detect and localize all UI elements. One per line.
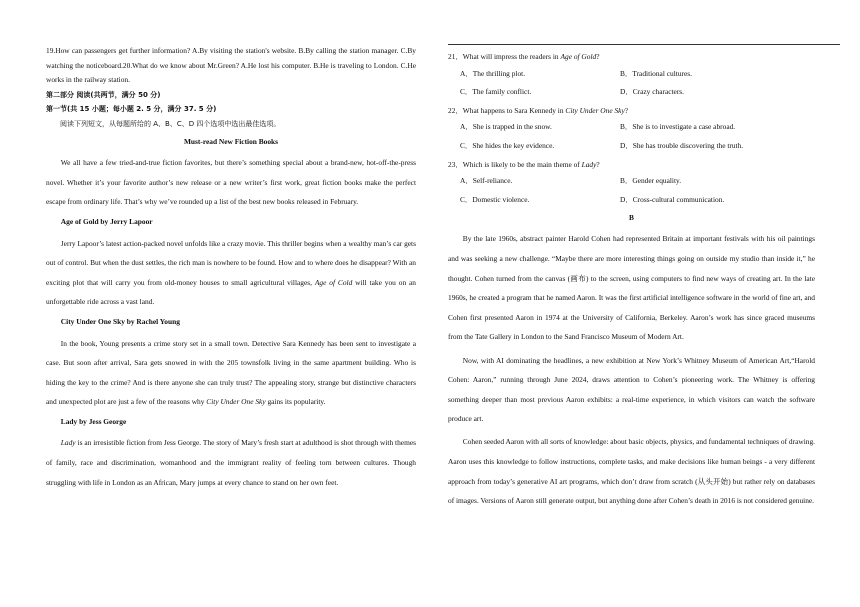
option-23-d: D．Cross-cultural communication. [620,194,725,204]
option-23-c: C．Domestic violence. [460,194,530,204]
book3-title: Lady by Jess George [60,417,127,427]
question-21-options-row2 [448,85,815,100]
book1-paragraph: Jerry Lapoor’s latest action-packed novel unfolds like a crazy movie. This thriller begins when a wealthy man’s car gets out of control. But when the dust settles, the rich man is nowhere to be found. How and to where does he disappear? With an exciting plot that will carry you from old-money houses to small agricultural villages, Age of Cold will take you on an unforgettable ride across a vast land. [46,238,417,307]
book3-paragraph: Lady is an irresistible fiction from Jess George. The story of Mary’s fresh start at adulthood is shot through with themes of family, race and discrimination, womanhood and the immigrant reality of feeling torn between cultures. Though struggling with life in London as an African, Mary jumps at every chance to stand on her own feet. [46,438,416,487]
option-22-c: C．She hides the key evidence. [460,140,555,150]
passage-b-paragraph-3: Cohen seeded Aaron with all sorts of knowledge: about basic objects, physics, and fundamental techniques of drawing. Aaron uses this knowledge to follow instructions, complete tasks, and make decisions like human beings - a very different approach from today’s generative AI art programs, which don’t draw from scratch (从头开始) but rather rely on databases of images. Versions of Aaron still generate output, but anything done after Cohen’s death in 2016 is not considered genuine. [448,437,815,506]
left-column [46,44,416,492]
option-23-b: B．Gender equality. [620,176,682,186]
question-22: 22．What happens to Sara Kennedy in City Under One Sky? [448,105,629,115]
book1-title: Age of Gold by Jerry Lapoor [60,217,153,227]
option-21-a: A．The thrilling plot. [460,68,526,78]
question-23-options-row1 [448,174,815,189]
header-rule [448,44,840,45]
option-21-b: B．Traditional cultures. [620,68,692,78]
question-23-options-row2 [448,193,815,208]
passage-b-paragraph-2: Now, with AI dominating the headlines, a new exhibition at New York’s Whitney Museum of American Art,“Harold Cohen: Aaron,” running through June 2024, draws attention to Cohen’s pioneering work. The Whitney is offering something deeper than most previous Aaron exhibits: a real-time experience, in which visitors can watch the software produce art. [448,355,815,424]
passage-b-paragraph-1: By the late 1960s, abstract painter Harold Cohen had represented Britain at important festivals with his oil paintings and was seeking a new challenge. “Maybe there are more interesting things going on outside my studio than inside it,” he thought. Cohen turned from the canvas (画布) to the screen, using computers to find new ways of creating art. In the late 1960s, he created a program that he named Aaron. It was the first artificial intelligence software in the world of fine art, and Cohen first presented Aaron in 1974 at the University of California, Berkeley. Aaron’s work has since graced museums from the Tate Gallery in London to the Sand Francisco Museum of Modern Art. [448,234,815,342]
section-b-heading: B [629,213,634,223]
book2-paragraph: In the book, Young presents a crime story set in a small town. Detective Sara Kennedy has been sent to investigate a case. But soon after arrival, Sara gets snowed in with the 205 townsfolk living in the same apartment building. Who is hiding the key to the crime? And is there anyone she can truly trust? The appealing story, strange but distinctive characters and unexpected plot are just a few of the reasons why City Under One Sky gains its popularity. [46,338,416,407]
option-22-d: D．She has trouble discovering the truth. [620,140,744,150]
part-two-heading: 第二部分 阅读(共两节，满分 50 分) [46,90,161,99]
article-title: Must-read New Fiction Books [183,137,279,147]
option-22-a: A．She is trapped in the snow. [460,122,552,132]
question-22-options-row2 [448,139,815,154]
option-23-a: A．Self-reliance. [460,176,513,186]
listening-questions-19-20: 19.How can passengers get further information? A.By visiting the station's website. B.By calling the station manager. C.By watching the noticeboard.20.What do we know about Mr.Green? A.He lost his computer. B.He is traveling to London. C.He works in the railway station. [46,46,416,85]
section-one-heading: 第一节(共 15 小题；每小题 2. 5 分，满分 37. 5 分) [46,105,217,114]
intro-paragraph: We all have a few tried-and-true fiction favorites, but there’s something special about a brand-new, hot-off-the-press novel. Whether it’s your favorite author’s new release or a new writer’s first work, great fiction books make the perfect escape from ordinary life. That’s why we’ve rounded up a list of the best new books released in February. [46,158,416,207]
book2-title: City Under One Sky by Rachel Young [60,317,180,327]
reading-instruction: 阅读下列短文，从每题所给的 A、B、C、D 四个选项中选出最佳选项。 [60,119,281,128]
question-21: 21．What will impress the readers in Age of Gold? [448,52,600,61]
option-21-c: C．The family conflict. [460,87,532,97]
option-22-b: B．She is to investigate a case abroad. [620,122,736,132]
option-21-d: D．Crazy characters. [620,87,685,97]
right-column [448,50,815,511]
question-21-options-row1 [448,67,815,82]
question-23: 23．Which is likely to be the main theme of Lady? [448,159,600,169]
question-22-options-row1 [448,120,815,135]
